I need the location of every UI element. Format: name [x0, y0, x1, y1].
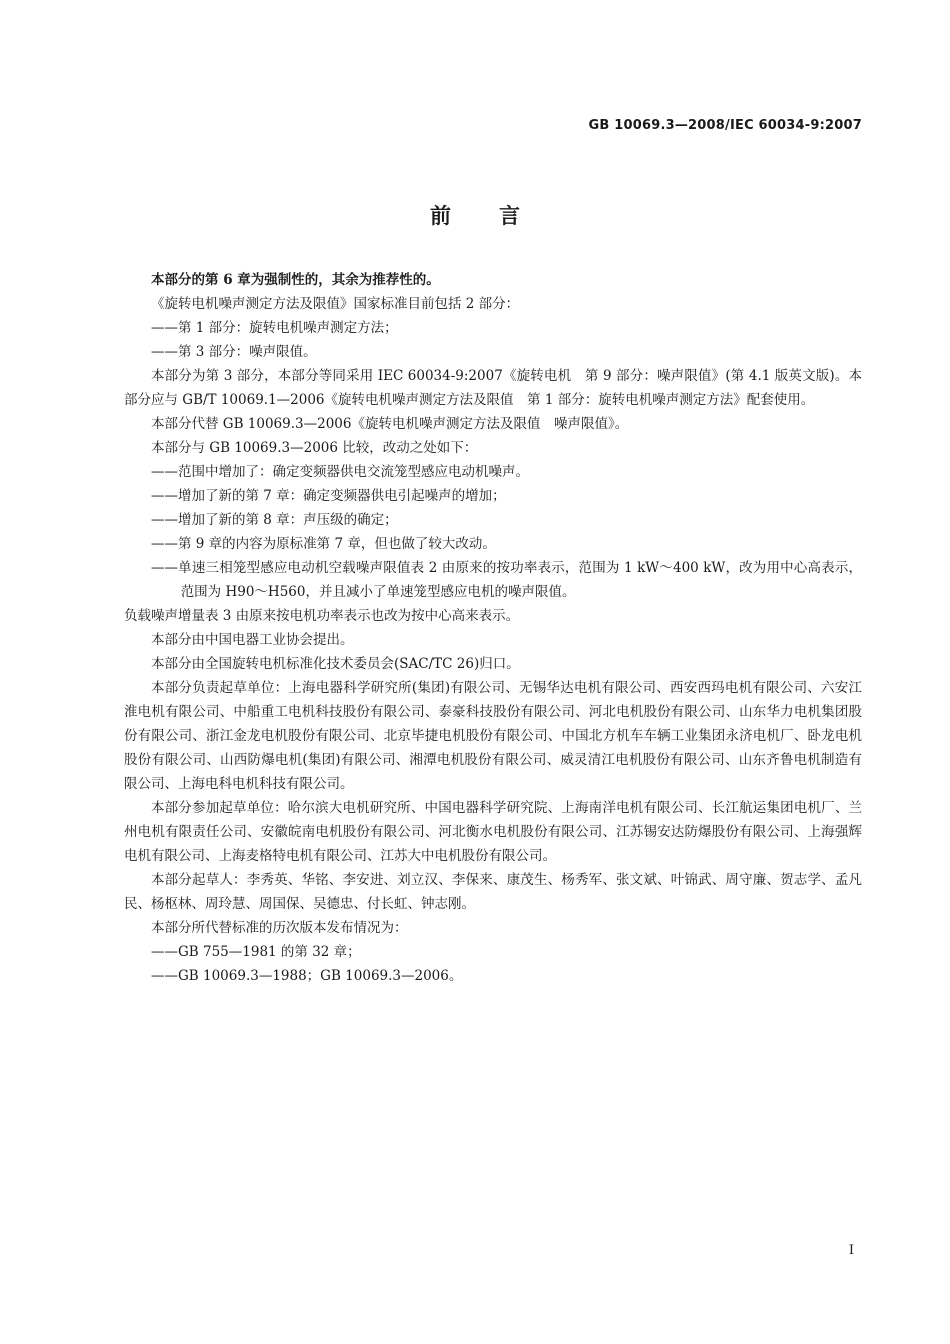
paragraph-drafters: 本部分起草人：李秀英、华铭、李安进、刘立汉、李保来、康茂生、杨秀军、张文斌、叶锦武、周守廉、贺志学、孟凡民、杨枢林、周玲慧、周国保、吴德忠、付长虹、钟志刚。	[124, 872, 862, 912]
history-item-2: ——GB 10069.3—1988；GB 10069.3—2006。	[151, 968, 463, 984]
history-item-1: ——GB 755—1981 的第 32 章；	[151, 944, 361, 960]
standard-code-header: GB 10069.3—2008/IEC 60034-9:2007	[588, 118, 862, 133]
list-item-part-1: ——第 1 部分：旋转电机噪声测定方法；	[151, 320, 398, 336]
paragraph-adoption: 本部分为第 3 部分，本部分等同采用 IEC 60034-9:2007《旋转电机 第 9 部分：噪声限值》(第 4.1 版英文版)。本部分应与 GB/T 10069.1—2006《旋转电机噪声测定方法及限值 第 1 部分：旋转电机噪声测定方法》配套使用。	[124, 368, 862, 408]
paragraph-history-intro: 本部分所代替标准的历次版本发布情况为：	[151, 920, 408, 936]
paragraph-centralized-by: 本部分由全国旋转电机标准化技术委员会(SAC/TC 26)归口。	[151, 656, 520, 672]
paragraph-table-3: 负载噪声增量表 3 由原来按电机功率表示也改为按中心高来表示。	[124, 608, 520, 624]
paragraph-participating-drafters: 本部分参加起草单位：哈尔滨大电机研究所、中国电器科学研究院、上海南洋电机有限公司、长江航运集团电机厂、兰州电机有限责任公司、安徽皖南电机股份有限公司、河北衡水电机股份有限公司、江苏锡安达防爆股份有限公司、上海强辉电机有限公司、上海麦格特电机有限公司、江苏大中电机股份有限公司。	[124, 800, 862, 864]
foreword-body	[124, 268, 862, 988]
paragraph-standard-parts: 《旋转电机噪声测定方法及限值》国家标准目前包括 2 部分：	[151, 296, 520, 312]
paragraph-mandatory-clause: 本部分的第 6 章为强制性的，其余为推荐性的。	[151, 272, 440, 288]
title-char-2: 言	[499, 203, 520, 228]
change-item-chapter-8: ——增加了新的第 8 章：声压级的确定；	[151, 512, 398, 528]
list-item-part-3: ——第 3 部分：噪声限值。	[151, 344, 317, 360]
paragraph-lead-drafters: 本部分负责起草单位：上海电器科学研究所(集团)有限公司、无锡华达电机有限公司、西安西玛电机有限公司、六安江淮电机有限公司、中船重工电机科技股份有限公司、泰豪科技股份有限公司、河北电机股份有限公司、山东华力电机集团股份有限公司、浙江金龙电机股份有限公司、北京毕捷电机股份有限公司、中国北方机车车辆工业集团永济电机厂、卧龙电机股份有限公司、山西防爆电机(集团)有限公司、湘潭电机股份有限公司、威灵清江电机股份有限公司、山东齐鲁电机制造有限公司、上海电科电机科技有限公司。	[124, 680, 862, 792]
change-item-chapter-9: ——第 9 章的内容为原标准第 7 章，但也做了较大改动。	[151, 536, 496, 552]
change-item-chapter-7: ——增加了新的第 7 章：确定变频器供电引起噪声的增加；	[151, 488, 506, 504]
paragraph-proposed-by: 本部分由中国电器工业协会提出。	[151, 632, 354, 648]
page-number: I	[848, 1243, 854, 1258]
change-item-table-2: ——单速三相笼型感应电动机空载噪声限值表 2 由原来的按功率表示，范围为 1 kW～400 kW，改为用中心高表示，范围为 H90～H560，并且减小了单速笼型感应电机的噪声限值。	[151, 560, 862, 600]
change-item-scope: ——范围中增加了：确定变频器供电交流笼型感应电动机噪声。	[151, 464, 529, 480]
paragraph-replaces: 本部分代替 GB 10069.3—2006《旋转电机噪声测定方法及限值 噪声限值》。	[151, 416, 629, 432]
paragraph-changes-intro: 本部分与 GB 10069.3—2006 比较，改动之处如下：	[151, 440, 478, 456]
page-title	[0, 200, 950, 230]
title-char-1: 前	[430, 203, 451, 228]
